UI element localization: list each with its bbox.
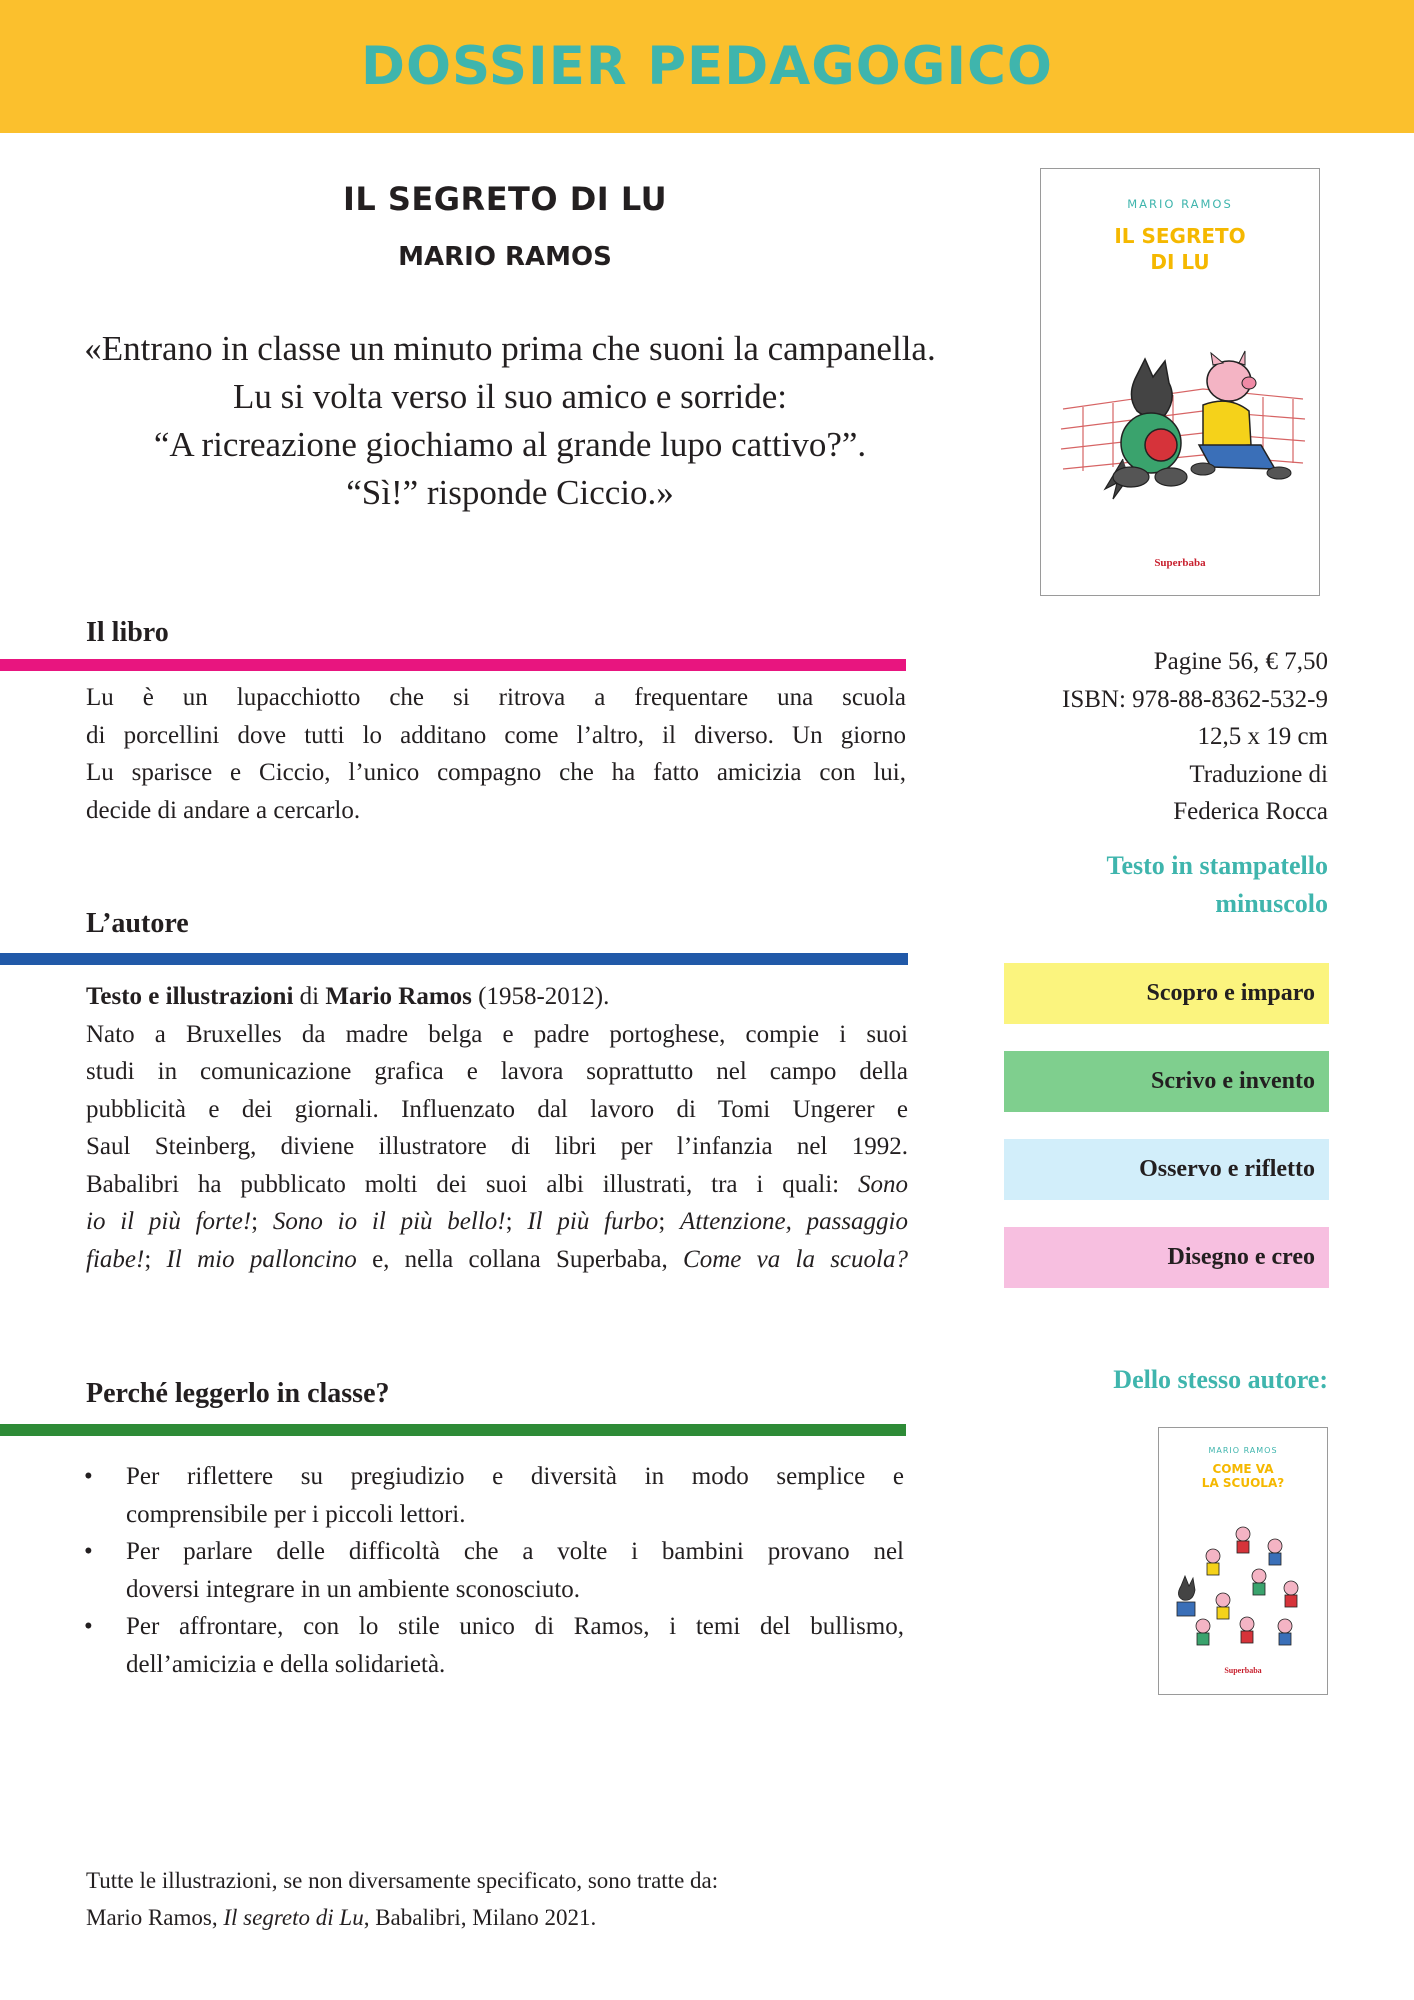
detail-line: Pagine 56, € 7,50: [1153, 648, 1328, 675]
text-line: pubblicità e dei giornali. Influenzato dal lavoro di Tomi Ungerer e: [86, 1095, 908, 1123]
text-line: Lu è un lupacchiotto che si ritrova a frequentare una scuola: [86, 684, 906, 711]
text-line: di porcellini dove tutti lo additano come l’altro, il diverso. Un giorno: [86, 721, 906, 749]
text-line: [86, 978, 908, 1016]
book-quote: [40, 325, 980, 517]
section-heading-autore: L’autore: [86, 908, 189, 939]
credit-line: Tutte le illustrazioni, se non diversamente specificato, sono tratte da:: [86, 1868, 719, 1893]
illustrations-credit: [86, 1862, 986, 1936]
text-italic: Sono: [858, 1170, 908, 1198]
cover-illustration: [1053, 349, 1307, 509]
text-plain: , Babalibri, Milano 2021.: [363, 1905, 597, 1930]
cover-title: [1159, 1462, 1327, 1490]
book-cover: [1040, 168, 1320, 596]
text-line: studi in comunicazione grafica e lavora soprattutto nel campo della: [86, 1058, 908, 1085]
detail-line: Traduzione di: [1189, 760, 1328, 788]
text-italic: Attenzione, passaggio: [680, 1208, 909, 1235]
tag-scopro: Scopro e imparo: [1004, 963, 1329, 1024]
text-plain: Mario Ramos,: [86, 1905, 224, 1930]
quote-line: «Entrano in classe un minuto prima che suoni la campanella.: [84, 329, 936, 368]
text-line: Lu sparisce e Ciccio, l’unico compagno che ha fatto amicizia con lui,: [86, 759, 906, 786]
cover-title: [1041, 223, 1319, 275]
same-author-label: Dello stesso autore:: [1113, 1365, 1328, 1394]
tag-scrivo: Scrivo e invento: [1004, 1051, 1329, 1112]
text-line: Per affrontare, con lo stile unico di Ramos, i temi del bullismo,: [126, 1613, 904, 1640]
quote-line: “Sì!” risponde Ciccio.»: [346, 473, 674, 512]
book-title: IL SEGRETO DI LU: [342, 180, 668, 218]
text-italic: Il più furbo: [527, 1208, 659, 1235]
text-line: [86, 1241, 908, 1279]
text-plain: (1958-2012).: [471, 983, 610, 1010]
text-line: [86, 1203, 908, 1241]
text-style-note: [960, 847, 1328, 922]
text-plain: ;: [251, 1208, 273, 1235]
text-plain: di: [293, 983, 326, 1010]
text-plain: ;: [505, 1208, 528, 1235]
section-heading-perche: Perché leggerlo in classe?: [86, 1378, 390, 1409]
cover-publisher: Superbaba: [1154, 557, 1206, 569]
related-book-cover: [1158, 1427, 1328, 1695]
text-italic: Come va la scuola?: [683, 1245, 908, 1273]
list-item: [84, 1533, 904, 1608]
list-item: [84, 1458, 904, 1533]
cover-author: MARIO RAMOS: [1208, 1446, 1278, 1455]
book-author: MARIO RAMOS: [398, 242, 612, 272]
text-bold: Mario Ramos: [325, 983, 472, 1010]
note-line: Testo in stampatello: [1106, 851, 1328, 880]
text-line: Saul Steinberg, diviene illustratore di libri per l’infanzia nel 1992.: [86, 1133, 908, 1160]
text-line: Per parlare delle difficoltà che a volte i bambini provano nel: [126, 1538, 904, 1565]
cover-title-line: COME VA: [1212, 1462, 1274, 1476]
tag-osservo: Osservo e rifletto: [1004, 1139, 1329, 1200]
text-italic: fiabe!: [86, 1245, 145, 1273]
text-line: dell’amicizia e della solidarietà.: [126, 1650, 446, 1678]
cover-title-line: DI LU: [1150, 250, 1210, 274]
text-plain: e, nella collana Superbaba,: [356, 1245, 684, 1273]
section-divider-autore: [0, 953, 908, 965]
section-heading-libro: Il libro: [86, 617, 169, 648]
text-italic: Sono io il più bello!: [272, 1208, 506, 1235]
detail-line: 12,5 x 19 cm: [1197, 723, 1328, 750]
bullet-icon: •: [84, 1463, 93, 1490]
text-italic: Il segreto di Lu: [223, 1905, 364, 1930]
quote-line: “A ricreazione giochiamo al grande lupo cattivo?”.: [153, 425, 867, 464]
text-line: [86, 1166, 908, 1204]
text-italic: io il più forte!: [86, 1208, 252, 1235]
note-line: minuscolo: [1215, 888, 1328, 918]
text-bold: Testo e illustrazioni: [86, 983, 294, 1010]
cover-illustration: [1163, 1516, 1323, 1656]
cover-title-line: LA SCUOLA?: [1201, 1476, 1285, 1490]
text-line: doversi integrare in un ambiente sconosciuto.: [126, 1575, 581, 1603]
text-line: Per riflettere su pregiudizio e diversità in modo semplice e: [126, 1463, 904, 1490]
text-plain: ;: [658, 1208, 681, 1235]
cover-author: MARIO RAMOS: [1127, 197, 1233, 211]
quote-line: Lu si volta verso il suo amico e sorride:: [232, 377, 788, 416]
section-divider-perche: [0, 1424, 906, 1436]
detail-line: ISBN: 978-88-8362-532-9: [1062, 685, 1328, 713]
text-italic: Il mio palloncino: [166, 1245, 357, 1273]
section-body-autore: [86, 978, 908, 1278]
detail-line: Federica Rocca: [1173, 798, 1328, 825]
text-plain: ;: [144, 1245, 167, 1273]
tag-disegno: Disegno e creo: [1004, 1227, 1329, 1288]
text-line: Nato a Bruxelles da madre belga e padre portoghese, compie i suoi: [86, 1020, 908, 1048]
text-plain: Babalibri ha pubblicato molti dei suoi albi illustrati, tra i quali:: [86, 1170, 858, 1198]
reasons-list: [84, 1458, 904, 1683]
section-divider-libro: [0, 659, 906, 671]
book-details: [980, 643, 1328, 831]
section-body-libro: [86, 679, 906, 829]
bullet-icon: •: [84, 1538, 93, 1565]
text-line: decide di andare a cercarlo.: [86, 796, 361, 824]
bullet-icon: •: [84, 1613, 93, 1640]
list-item: [84, 1608, 904, 1683]
text-line: comprensibile per i piccoli lettori.: [126, 1500, 466, 1528]
cover-title-line: IL SEGRETO: [1114, 224, 1246, 248]
cover-publisher: Superbaba: [1224, 1666, 1262, 1675]
credit-line: [86, 1899, 986, 1936]
page-title: DOSSIER PEDAGOGICO: [361, 36, 1053, 97]
